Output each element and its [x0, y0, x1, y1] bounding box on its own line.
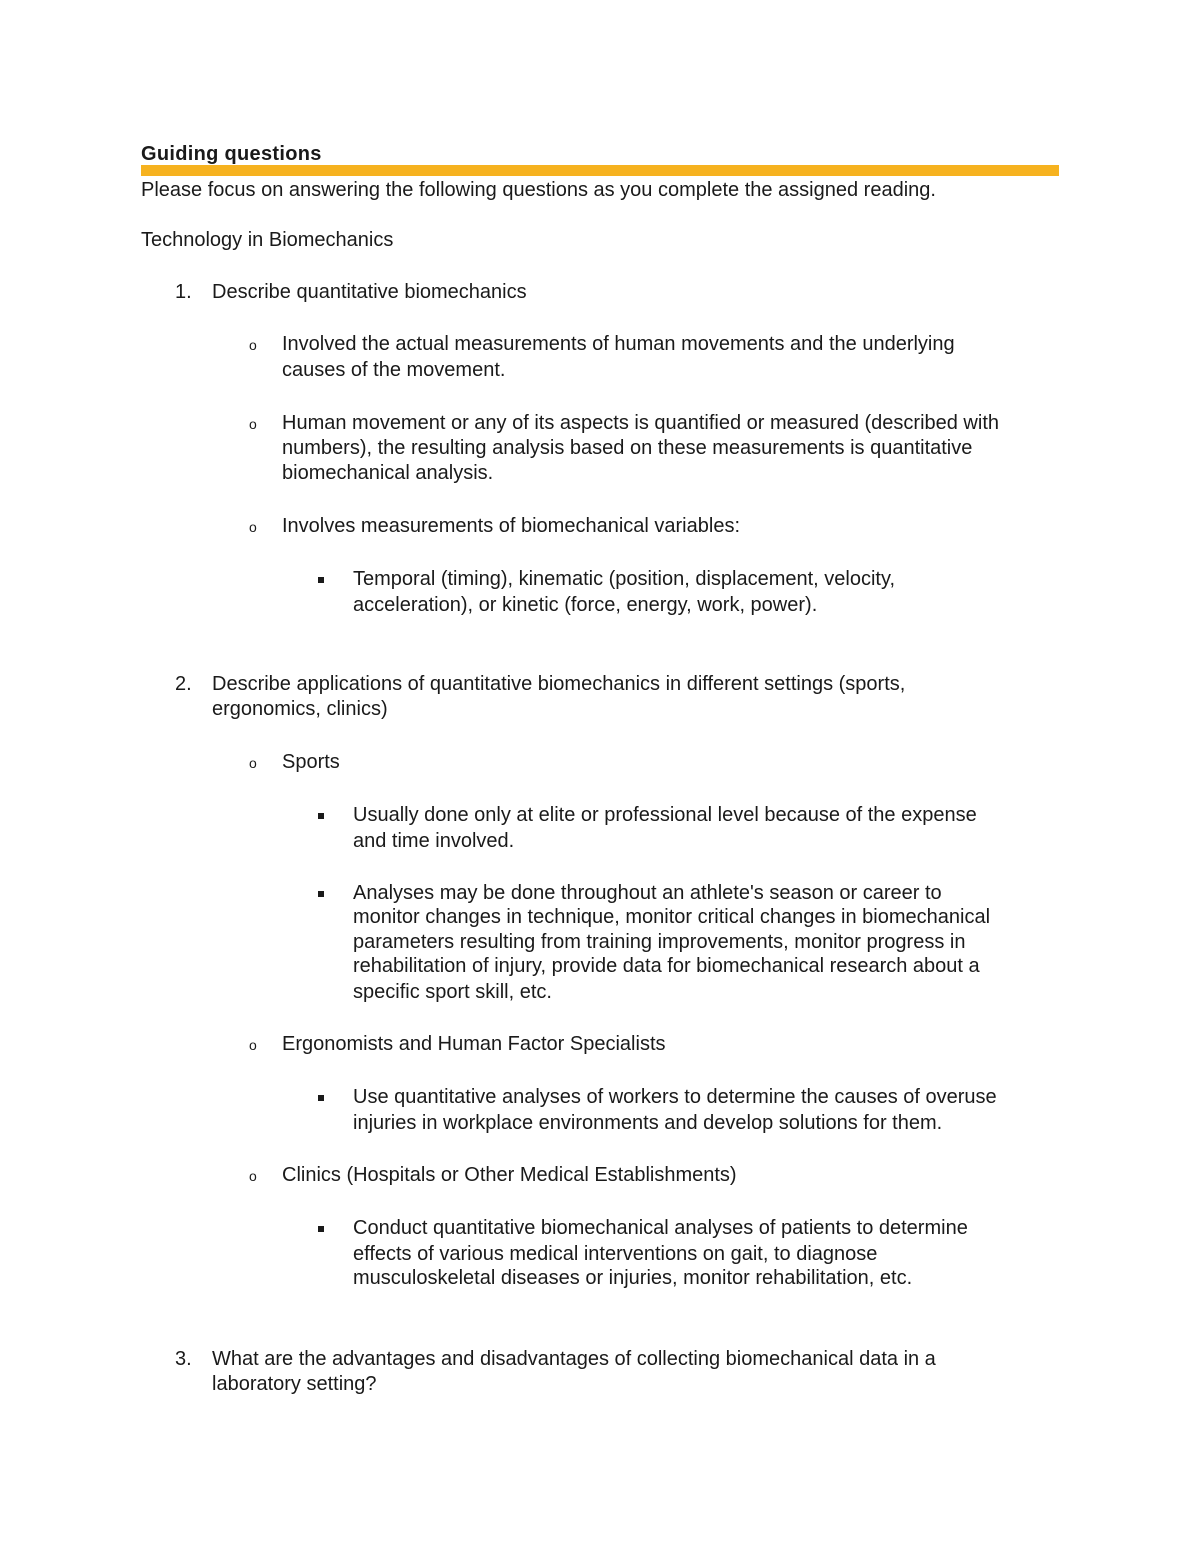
q1-bullet-2-line-3: biomechanical analysis.	[282, 462, 494, 484]
clinics-sub-line-3: musculoskeletal diseases or injuries, monitor rehabilitation, etc.	[353, 1267, 913, 1289]
square-bullet-icon	[318, 891, 324, 897]
ergo-sub-line-2: injuries in workplace environments and develop solutions for them.	[353, 1112, 943, 1134]
question-2-line-2: ergonomics, clinics)	[212, 698, 388, 720]
q1-bullet-2-line-1: Human movement or any of its aspects is quantified or measured (described with	[282, 412, 1000, 434]
sports-sub-2-line-2: monitor changes in technique, monitor critical changes in biomechanical	[353, 906, 991, 928]
square-bullet-icon	[318, 577, 324, 583]
q2-sports: Sports	[282, 751, 340, 773]
circle-bullet-icon: o	[249, 519, 257, 535]
sports-sub-1-line-1: Usually done only at elite or professional level because of the expense	[353, 804, 977, 826]
question-1-text: Describe quantitative biomechanics	[212, 281, 527, 303]
square-bullet-icon	[318, 1095, 324, 1101]
clinics-sub-line-1: Conduct quantitative biomechanical analyses of patients to determine	[353, 1217, 968, 1239]
q1-bullet-2-line-2: numbers), the resulting analysis based on these measurements is quantitative	[282, 437, 973, 459]
heading-rule	[141, 165, 1059, 176]
intro-text: Please focus on answering the following questions as you complete the assigned reading.	[141, 179, 936, 201]
question-2-line-1: Describe applications of quantitative biomechanics in different settings (sports,	[212, 673, 906, 695]
q1-sub-bullet-line-2: acceleration), or kinetic (force, energy, work, power).	[353, 594, 818, 616]
question-3-line-2: laboratory setting?	[212, 1373, 377, 1395]
circle-bullet-icon: o	[249, 337, 257, 353]
circle-bullet-icon: o	[249, 1168, 257, 1184]
sports-sub-2-line-3: parameters resulting from training improvements, monitor progress in	[353, 931, 966, 953]
section-title: Technology in Biomechanics	[141, 229, 394, 251]
q1-bullet-1-line-1: Involved the actual measurements of human movements and the underlying	[282, 333, 955, 355]
question-3-line-1: What are the advantages and disadvantages of collecting biomechanical data in a	[212, 1348, 936, 1370]
circle-bullet-icon: o	[249, 755, 257, 771]
q2-clinics: Clinics (Hospitals or Other Medical Establishments)	[282, 1164, 737, 1186]
square-bullet-icon	[318, 813, 324, 819]
sports-sub-2-line-1: Analyses may be done throughout an athlete's season or career to	[353, 882, 942, 904]
clinics-sub-line-2: effects of various medical interventions on gait, to diagnose	[353, 1243, 878, 1265]
question-number-3: 3.	[175, 1348, 192, 1370]
ergo-sub-line-1: Use quantitative analyses of workers to determine the causes of overuse	[353, 1086, 997, 1108]
q1-bullet-3: Involves measurements of biomechanical variables:	[282, 515, 740, 537]
circle-bullet-icon: o	[249, 416, 257, 432]
square-bullet-icon	[318, 1226, 324, 1232]
circle-bullet-icon: o	[249, 1037, 257, 1053]
sports-sub-2-line-5: specific sport skill, etc.	[353, 981, 552, 1003]
q1-bullet-1-line-2: causes of the movement.	[282, 359, 506, 381]
question-number-2: 2.	[175, 673, 192, 695]
sports-sub-1-line-2: and time involved.	[353, 830, 515, 852]
q1-sub-bullet-line-1: Temporal (timing), kinematic (position, displacement, velocity,	[353, 568, 896, 590]
sports-sub-2-line-4: rehabilitation of injury, provide data for biomechanical research about a	[353, 955, 980, 977]
question-number-1: 1.	[175, 281, 192, 303]
page-heading: Guiding questions	[141, 143, 322, 165]
q2-ergonomists: Ergonomists and Human Factor Specialists	[282, 1033, 666, 1055]
